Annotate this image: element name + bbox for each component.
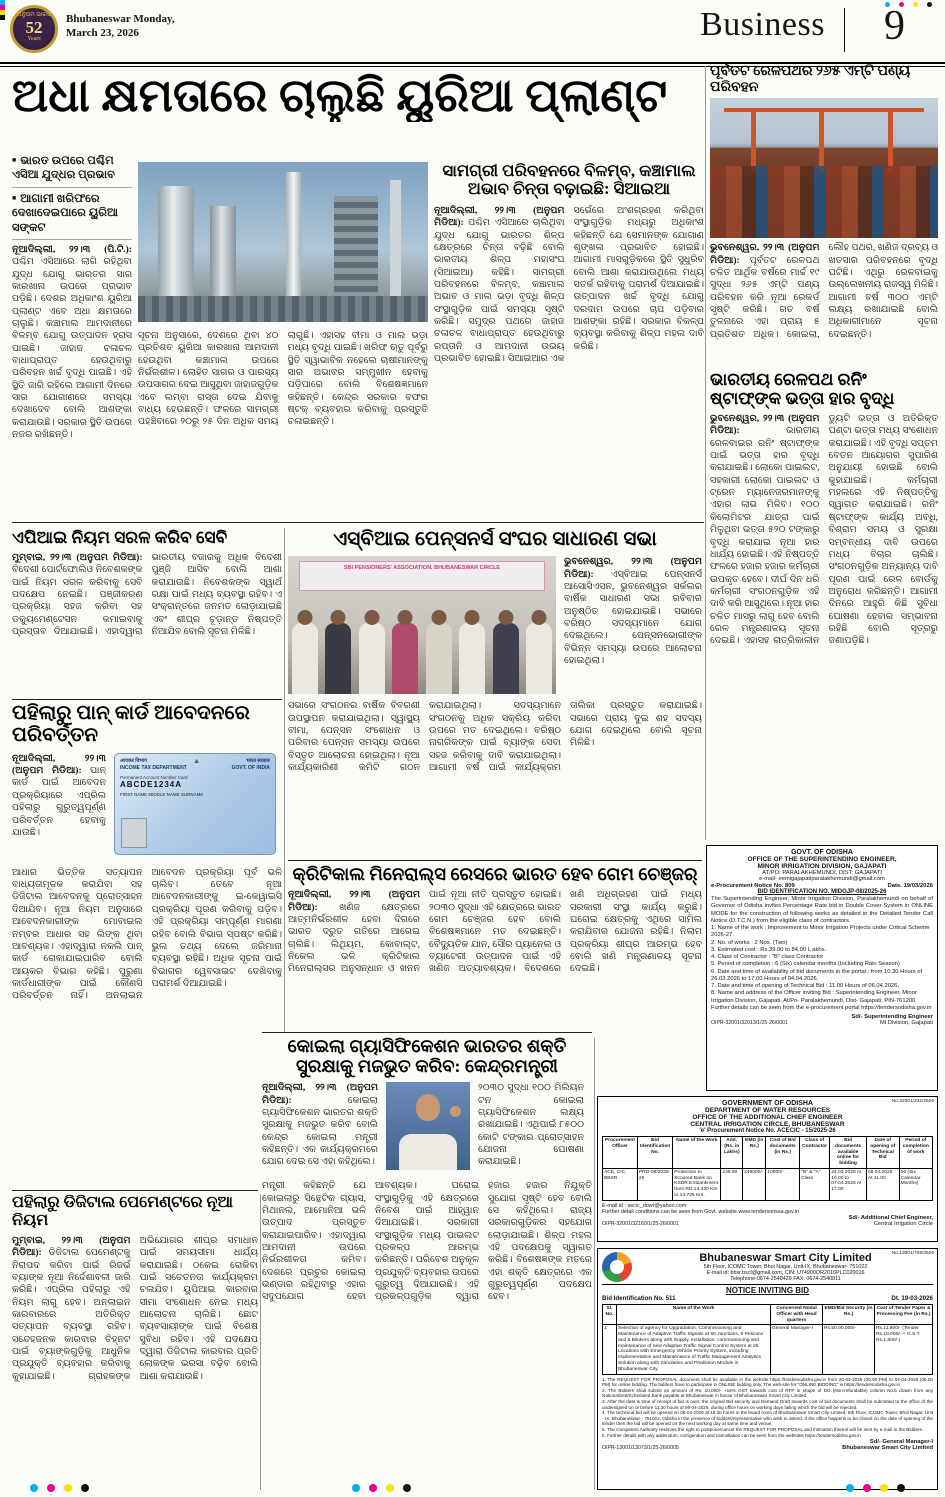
notice-gajapati-date: Date. 19/03/2026 — [887, 883, 933, 890]
sbi-banner: SBI PENSIONERS' ASSOCIATION, BHUBANESWAR CIRCLE — [299, 561, 546, 591]
notice-gajapati-item: 7. Date and time of opening of Technical Bid : 11.00 Hours of 06.04.2026. — [711, 983, 899, 990]
minerals-body — [288, 889, 702, 1019]
notice-gajapati-sd2: MI Division, Gajapati — [879, 1019, 933, 1026]
cell: Rs.50,00,000/- — [823, 1325, 875, 1374]
notice-gajapati-sd1: Sd/- Superintending Engineer — [851, 1013, 933, 1020]
notice-water-further: Further detail conditions can be seen from Govt. website www.tendersorissa.gov.in — [602, 1208, 800, 1215]
col-header: Bid documents available online for bidding — [830, 1137, 867, 1169]
plant-tower-shape — [210, 206, 236, 304]
pan-card-photo-box — [121, 818, 147, 848]
notice-smartcity-signature — [842, 1439, 933, 1451]
notice-smartcity-bid-no: Bid Identification No. 511 — [602, 1295, 676, 1302]
containers-shape — [710, 166, 938, 239]
dateline-date: March 23, 2026 — [66, 26, 139, 39]
sbi-meeting-photo — [288, 556, 556, 694]
lead-body-left-text: ପଶ୍ଚିମ ଏସିଆରେ ଲାଗି ରହିଥିବା ଯୁଦ୍ଧ ଯୋଗୁ ଭାରତର ସାର କାରଖାନା ଉପରେ ପ୍ରଭାବ ପଡ଼ିଛି। ଦେଶର ଅଧିକାଂଶ ୟୁରିଆ ପ୍ଲାଣ୍ଟ ଏବେ ଅଧା କ୍ଷମତାରେ ଚାଲୁଛି। କଞ୍ଚାମାଲ ଆମଦାନୀରେ ବିଳମ୍ବ ଯୋଗୁ ଉତ୍ପାଦନ ହ୍ରାସ ପାଇଛି। ଜାହାଜ ଚଳାଚଳ ବାଧାପ୍ରାପ୍ତ ହେଉଥିବାରୁ ପରିବହନ ଖର୍ଚ୍ଚ ବୃଦ୍ଧି ପାଇଛି। ଏହି ସ୍ଥିତି ଜାରି ରହିଲେ ଆଗାମୀ ଦିନରେ ସାର ଯୋଗାଣରେ ସମସ୍ୟା ଦେଖାଦେବ ବୋଲି ଆଶଙ୍କା କରାଯାଉଛି। ସରକାର ସ୍ଥିତି ଉପରେ ନଜର ରଖିଛନ୍ତି। — [12, 257, 132, 441]
notice-smartcity-addr1: 5th Floor, ICOMC Tower, Bhoi Nagar, Unit-IX, Bhubaneswar- 751022 — [703, 1264, 868, 1270]
notice-smartcity-addr2: E-mail id: bbsr.bscl@gmail.com, CIN: U74900OR2016PLC020016 — [706, 1270, 865, 1276]
crane-shape — [751, 108, 756, 172]
person-shape — [426, 623, 452, 694]
reg-black — [897, 1484, 905, 1492]
notice-gajapati-item: 6. Date and time of availability of bid documents in the portal : from 10.30 Hours of 26.03.2026 to 17.00 Hours of 04.04.2026. — [711, 968, 923, 982]
rule-vertical-mid-lower — [260, 1194, 261, 1490]
col-header: Bid Identification No. — [637, 1137, 672, 1169]
sbi-byline: ଭୁବନେଶ୍ୱର, ୨୨।୩ (ଅନୁପମ ମିଡିଆ): — [564, 557, 702, 580]
port-byline: ଭୁବନେଶ୍ୱର, ୨୨।୩ (ଅନୁପମ ମିଡିଆ): — [710, 243, 820, 266]
cell: Selection of agency for Upgradation, Commissioning and Maintenance of Adaptive Traffic Signals at 50 Junctions, 6 Pelicans and 5 Blinkers along with Supply, Installation, commissioning and maintenance of new Adaptive Traffic Signal Control System at 25 Locations with Emergency Vehicle Priority System, including Implementation and Maintenance of Traffic Management Analytics Solution along with Simulation and Prediction Module in Bhubaneswar City. — [617, 1325, 771, 1374]
railway-headline: ଭାରତୀୟ ରେଳପଥ ରନିଂ ଷ୍ଟାଫ୍ଙ୍କ ଭତ୍ତା ହାର ବୃଦ୍ଧି — [710, 370, 895, 409]
notice-water-signature — [849, 1215, 934, 1227]
notice-smartcity-titleblock — [638, 1252, 933, 1282]
notice-smartcity-oipr: OIPR-13001/13073/1/25-26/0005 — [602, 1445, 679, 1452]
reg-magenta — [369, 1484, 377, 1492]
digital-body — [12, 1235, 258, 1488]
cell: Protection to Scoured Bank on KSDR Embankment from RD.13.430 Km to 13.725 Km. — [673, 1168, 721, 1200]
port-story — [710, 64, 938, 366]
notice-smartcity-table — [602, 1304, 933, 1375]
coal-body-side1-text: କୋଇଲା ଗ୍ୟାସିଫିକେଶନ ଭାରତର ଶକ୍ତି ସୁରକ୍ଷାକୁ ମଜଭୁତ କରିବ ବୋଲି କେନ୍ଦ୍ର କୋଇଲା ମନ୍ତ୍ରୀ କହିଛନ୍ତି। ଏକ କାର୍ଯ୍ୟକ୍ରମରେ ଯୋଗ ଦେଇ ସେ ଏହା କହିଥିଲେ। — [262, 1095, 378, 1168]
sbi-body-below: ସଭାରେ ସଂଗଠନର ବାର୍ଷିକ ବିବରଣୀ ଉପସ୍ଥାପନ କରାଯାଇଥିଲା। ସ୍ୱାସ୍ଥ୍ୟ ବୀମା, ପେନ୍ସନ ସଂଶୋଧନ ଓ ପରିବାର ପେନ୍ସନ ସମସ୍ୟା ଉପରେ ବିସ୍ତୃତ ଆଲୋଚନା ହୋଇଥିଲା। ନୂଆ କାର୍ଯ୍ୟକାରିଣୀ କମିଟି ଗଠନ କରାଯାଇଥିଲା। ସଦସ୍ୟମାନେ ସଂଗଠନକୁ ଅଧିକ ସକ୍ରିୟ କରିବା ଉପରେ ମତ ଦେଇଥିଲେ। ବରିଷ୍ଠ ନାଗରିକଙ୍କ ପାଇଁ ବ୍ୟାଙ୍କ ସେବା ସହଜ କରିବାକୁ ଦାବି କରାଯାଇଥିଲା। ଆଗାମୀ ବର୍ଷ ପାଇଁ କାର୍ଯ୍ୟକ୍ରମ ତାଲିକା ପ୍ରସ୍ତୁତ କରାଯାଇଛି। ସଭାରେ ପ୍ରାୟ ଦୁଇ ଶହ ସଦସ୍ୟ ଯୋଗ ଦେଇଥିଲେ ବୋଲି ସୂଚନା ମିଳିଛି। — [288, 701, 702, 774]
registration-dots-bottom-left — [30, 1484, 89, 1492]
col-header: EMD (in Rs.) — [743, 1137, 766, 1169]
plant-scaffold-shape — [334, 196, 378, 304]
port-headline: ପୂର୍ବତଟ ରେଳପଥର ୨୬୫ ଏମ୍ଟି ପଣ୍ୟ ପରିବହନ — [710, 64, 911, 95]
plant-chimney-shape — [390, 180, 401, 304]
condition-item: 6. Further details with any addendum, corrigendum and cancellation can be seen from the websites https://tendersodisha.gov.in — [602, 1432, 861, 1438]
cell: General Manager-I — [771, 1325, 823, 1374]
pan-card-name-line: FIRST NAME MIDDLE NAME SURNAME — [120, 791, 204, 797]
cell: Rs.11,800/- (Tender Rs.10,000/- + G.S.T. Rs.1,800/-) — [875, 1325, 933, 1374]
notice-gajapati-item: 4. Class of Contractor : "B" class Contractor — [711, 954, 824, 961]
coal-body-side1 — [262, 1082, 378, 1174]
sbi-body-side-text: ଏସ୍‌ବିଆଇ ପେନ୍ସନର୍ସ ଆସୋସିଏସନ, ଭୁବନେଶ୍ୱର ସର୍କଲର ବାର୍ଷିକ ସାଧାରଣ ସଭା ରବିବାର ଅନୁଷ୍ଠିତ ହୋଇଯାଇଛି। ସଭାରେ ବରିଷ୍ଠ ସଦସ୍ୟମାନେ ଯୋଗ ଦେଇଥିଲେ। ପେନ୍ସନଭୋଗୀଙ୍କ ବିଭିନ୍ନ ସମସ୍ୟା ଉପରେ ଆଲୋଚନା ହୋଇଥିଲା। — [564, 569, 702, 667]
plant-chimney-shape — [286, 172, 301, 304]
reg-cyan — [352, 1484, 360, 1492]
lead-bullet-1: ■ ଭାରତ ଉପରେ ପଶ୍ଚିମ ଏସିଆ ଯୁଦ୍ଧର ପ୍ରଭାବ — [12, 150, 132, 188]
condition-item: 2. The Bidders shall submit an amount of Rs. 10,000/- +18% GST towards cost of RFP in shape of DD (Non-refundable) column No.5 drawn from any Nationalized/Scheduled Bank payable at Bhubaneswar in favour of Bhubaneswar Smart City Limited. — [602, 1387, 933, 1399]
digital-body-text: ଡିଜିଟାଲ ପେମେଣ୍ଟକୁ ନିରାପଦ କରିବା ପାଇଁ ରିଜର୍ଭ ବ୍ୟାଙ୍କ ନୂଆ ନିର୍ଦ୍ଦେଶାବଳୀ ଜାରି କରିଛି। ଏପ୍ରିଲ ପହିଲାରୁ ଏହି ନିୟମ ଲାଗୁ ହେବ। ଅନଲାଇନ କାରବାରରେ ଅତିରିକ୍ତ ସତ୍ୟାପନ ବ୍ୟବସ୍ଥା ରହିବ। ସନ୍ଦେହଜନକ କାରବାର ଚିହ୍ନଟ ପାଇଁ ବ୍ୟାଙ୍କଗୁଡ଼ିକୁ ଆଧୁନିକ ପ୍ରଯୁକ୍ତି ବ୍ୟବହାର କରିବାକୁ କୁହାଯାଇଛି। ଗ୍ରାହକଙ୍କ ଅଭିଯୋଗର ଶୀଘ୍ର ସମାଧାନ ପାଇଁ ସମୟସୀମା ଧାର୍ଯ୍ୟ କରାଯାଇଛି। ଠକେଇ ରୋକିବା ପାଇଁ ସଚେତନତା କାର୍ଯ୍ୟକ୍ରମ ଚଳାଯିବ। ୟୁପିଆଇ କାରବାର ସୀମା ସଂଶୋଧନ ନେଇ ମଧ୍ୟ ଆଲୋଚନା ଚାଲିଛି। ଛୋଟ ବ୍ୟବସାୟୀଙ୍କ ପାଇଁ ବିଶେଷ ସୁବିଧା ରହିବ। ଏହି ପଦକ୍ଷେପ ଦ୍ୱାରା ଡିଜିଟାଲ କାରବାର ପ୍ରତି ଲୋକଙ୍କ ଭରସା ବଢ଼ିବ ବୋଲି ଆଶା କରାଯାଉଛି। — [12, 1235, 258, 1382]
minister-body-shape — [399, 1134, 457, 1170]
sbi-headline: ଏସ୍‌ବିଆଇ ପେନ୍ସନର୍ସ ସଂଘର ସାଧାରଣ ସଭା — [333, 528, 657, 550]
person-shape — [292, 623, 318, 694]
reg-black — [403, 1484, 411, 1492]
col-header: Concerned Nodal Officer with Head quarters — [771, 1305, 823, 1325]
crane-shape — [819, 108, 824, 172]
notice-smartcity-nib: NOTICE INVITING BID — [725, 1286, 810, 1295]
cell: 248.90 — [721, 1168, 743, 1200]
notice-smartcity-sd2: Bhubaneswar Smart City Limited — [842, 1445, 933, 1452]
notice-smartcity — [597, 1248, 938, 1490]
notice-smartcity-ref: No.13001/709/2526 — [891, 1251, 934, 1256]
cell: 24.03.2026 At 10.00 to 07.04.2026 At 17.00 — [830, 1168, 867, 1200]
plant-tower-shape — [158, 186, 194, 304]
smart-city-logo-icon — [602, 1252, 632, 1282]
col-header: Date of opening of Technical Bid — [866, 1137, 899, 1169]
port-body-text: ପୂର୍ବତଟ ରେଳପଥ ଚଳିତ ଆର୍ଥିକ ବର୍ଷରେ ମାର୍ଚ୍ଚ ୧୯ ସୁଦ୍ଧା ୨୬୫ ଏମ୍ଟି ପଣ୍ୟ ପରିବହନ କରି ନୂଆ ରେକର୍ଡ ସୃଷ୍ଟି କରିଛି। ଗତ ବର୍ଷ ତୁଳନାରେ ଏହା ପ୍ରାୟ ୫ ପ୍ରତିଶତ ଅଧିକ। କୋଇଲା, ଲୌହ ପଥର, ଖଣିଜ ଦ୍ରବ୍ୟ ଓ ଖତସାର ପରିବହନରେ ବୃଦ୍ଧି ଘଟିଛି। ଏଥିରୁ ରେଳବାଇକୁ ଉଲ୍ଲେଖନୀୟ ରାଜସ୍ୱ ମିଳିଛି। ଆଗାମୀ ବର୍ଷ ୩୦୦ ଏମ୍ଟି ଲକ୍ଷ୍ୟ ରଖାଯାଇଛି ବୋଲି ଅଧିକାରୀମାନେ ସୂଚନା ଦେଇଛନ୍ତି। — [710, 243, 938, 340]
table-row — [603, 1168, 933, 1200]
notice-smartcity-title: Bhubaneswar Smart City Limited — [699, 1252, 872, 1264]
col-header: Period of completion of work — [899, 1137, 932, 1169]
cell: PRD-08/2025-26 — [637, 1168, 672, 1200]
reg-yellow — [386, 1484, 394, 1492]
person-shape — [359, 623, 385, 694]
notice-water-title1: GOVERNMENT OF ODISHA — [721, 1100, 813, 1107]
port-photo — [710, 98, 938, 238]
cell: 06 (Six Calendar Months) — [899, 1168, 932, 1200]
notice-water-footer — [602, 1215, 933, 1227]
pan-body-side-text: ପାନ୍ କାର୍ଡ ପାଇଁ ଆବେଦନ ପ୍ରକ୍ରିୟାରେ ଏପ୍ରିଲ ପହିଲାରୁ ଗୁରୁତ୍ୱପୂର୍ଣ୍ଣ ପରିବର୍ତ୍ତନ ହେବାକୁ ଯାଉଛି। — [12, 766, 106, 838]
crane-shape — [888, 108, 893, 172]
newspaper-logo — [10, 5, 58, 53]
notice-gajapati-title3: MINOR IRRIGATION DIVISION, GAJAPATI — [757, 863, 887, 870]
notice-smartcity-conditions — [602, 1377, 933, 1439]
notice-gajapati-intro: The Superintending Engineer, Minor Irrigation Division, Paralakhemundi on behalf of Governor of Odisha invites Percentage Rate bid in Double Cover System in ONLINE MODE for the construction of following works as detailed in the Detailed Tender Call Notice (D.T.C.N.) from the eligible class of contractors. — [711, 896, 933, 924]
pan-card-dept-hindi: आयकर विभाग — [120, 757, 147, 764]
lead-bullet-2: ■ ଆଗାମୀ ଖରିଫରେ ଦେଖାଦେଇପାରେ ୟୁରିଆ ସଙ୍କଟ — [12, 188, 132, 240]
notice-water-table — [602, 1136, 933, 1201]
port-body — [710, 242, 938, 366]
notice-water-email: E-mail id : secic_dowr@yahoo.com — [602, 1202, 687, 1209]
lead-left-rail — [12, 150, 132, 520]
logo-name: ଅନୁପମ ଭାରତ — [16, 12, 52, 18]
pan-card-header — [120, 758, 270, 765]
notice-gajapati-bid-id: BID IDENTIFICATION NO. MIDGJP-08/2025-26 — [757, 889, 887, 896]
reg-yellow — [64, 1484, 72, 1492]
notice-smartcity-bidrow — [602, 1295, 933, 1302]
notice-water-title2: DEPARTMENT OF WATER RESOURCES — [704, 1107, 831, 1114]
rule-vertical-notices — [594, 1038, 595, 1490]
notice-water-sd2: Central Irrigation Circle — [873, 1220, 933, 1227]
sebi-body-text: ବିଦେଶୀ ପୋର୍ଟଫୋଲିଓ ନିବେଶକଙ୍କ ପାଇଁ ନିୟମ ସରଳ କରିବାକୁ ସେବି ପଦକ୍ଷେପ ନେଇଛି। ପଞ୍ଜୀକରଣ ପ୍ରକ୍ରିୟା ସହଜ କରିବା ସହ ଡକ୍ୟୁମେଣ୍ଟେସନ କମାଇବାକୁ ପ୍ରସ୍ତାବ ଦିଆଯାଇଛି। ଏହାଦ୍ୱାରା ଭାରତୀୟ ବଜାରକୁ ଅଧିକ ବିଦେଶୀ ପୁଞ୍ଜି ଆସିବ ବୋଲି ଆଶା କରାଯାଉଛି। ନିବେଶକଙ୍କ ସ୍ୱାର୍ଥ ରକ୍ଷା ପାଇଁ ମଧ୍ୟ ବ୍ୟବସ୍ଥା ରହିବ। ଏ ସଂକ୍ରାନ୍ତରେ ଜନମତ ଲୋଡ଼ାଯାଇଛି ଏବଂ ଶୀଘ୍ର ଚୂଡ଼ାନ୍ତ ନିଷ୍ପତ୍ତି ନିଆଯିବ ବୋଲି ସୂଚନା ମିଳିଛି। — [12, 553, 282, 638]
notice-gajapati-email: e-mail- eemigajapatiparalakhemundi@gmail.com — [759, 876, 885, 882]
notice-gajapati-further: Further details can be seen from the e-procurement portal https://tendersodisha.gov.in — [711, 1004, 932, 1011]
rule-left-2 — [12, 1190, 258, 1191]
pan-byline: ନୂଆଦିଲ୍ଲୀ, ୨୨।୩ (ଅନୁପମ ମିଡିଆ): — [12, 753, 106, 777]
minister-head-shape — [416, 1094, 440, 1121]
col-header: Procurement Officer — [603, 1137, 638, 1169]
railway-body — [710, 413, 938, 833]
notice-gajapati-item: 5. Period of completion : 6 (Six) calendar months (Including Rain Season) — [711, 961, 900, 968]
cell: 10000/- — [766, 1168, 800, 1200]
minerals-body-text: ଖଣିଜ କ୍ଷେତ୍ରରେ ଆତ୍ମନିର୍ଭରଶୀଳ ହେବା ଦିଗରେ ଭାରତ ଦ୍ରୁତ ଗତିରେ ଆଗେଇ ଚାଲିଛି। ଲିଥିୟମ, କୋବାଲ୍ଟ, ନିକେଲ ଭଳି କ୍ରିଟିକାଲ ମିନେରାଲ୍ସର ଅନୁସନ୍ଧାନ ଓ ଖନନ ପାଇଁ ନୂଆ ନୀତି ପ୍ରସ୍ତୁତ ହୋଇଛି। ୨୦୩୦ ସୁଦ୍ଧା ଏହି କ୍ଷେତ୍ରରେ ଭାରତ ଗେମ ଚେଞ୍ଜର ହେବ ବୋଲି ବିଶେଷଜ୍ଞମାନେ ମତ ଦେଇଛନ୍ତି। ବୈଦ୍ୟୁତିକ ଯାନ, ସୌର ପ୍ୟାନେଲ ଓ ବ୍ୟାଟେରୀ ଉତ୍ପାଦନ ପାଇଁ ଏହି ଖଣିଜ ଅତ୍ୟାବଶ୍ୟକ। ବିଦେଶରେ ଖଣି ଅଧିଗ୍ରହଣ ପାଇଁ ମଧ୍ୟ ସରକାରୀ ସଂସ୍ଥା କାର୍ଯ୍ୟ କରୁଛି। ଘରୋଇ କ୍ଷେତ୍ରକୁ ଏଥିରେ ସାମିଲ କରାଯିବାର ଯୋଜନା ରହିଛି। ନିଲାମ ପ୍ରକ୍ରିୟା ଶୀଘ୍ର ଆରମ୍ଭ ହେବ ବୋଲି ଖଣି ମନ୍ତ୍ରଣାଳୟ ସୂଚନା ଦେଇଛି। — [288, 890, 702, 975]
notice-water-notice-no: 'e' Procurement Notice No. ACECIC - 15/2025-26 — [699, 1128, 836, 1134]
notice-smartcity-footer — [602, 1439, 933, 1451]
reg-cyan — [846, 1484, 854, 1492]
lead-body-left — [12, 244, 132, 442]
notice-smartcity-date: Dt. 19-03-2026 — [891, 1295, 933, 1302]
notice-water-title4: CENTRAL IRRIGATION CIRCLE, BHUBANESWAR — [690, 1121, 845, 1128]
person-shape — [526, 623, 552, 694]
cii-body — [434, 205, 704, 505]
pan-card-row — [12, 753, 282, 861]
notice-water-header-row — [603, 1137, 933, 1169]
sbi-body-side — [564, 556, 702, 694]
notice-gajapati-footer — [711, 1014, 933, 1026]
rule-left-1 — [12, 699, 282, 700]
col-header: Name of the Work — [617, 1305, 771, 1325]
notice-gajapati-title1: GOVT. OF ODISHA — [791, 849, 853, 856]
notice-water-sd1: Sd/- Additional Chief Engineer, — [848, 1214, 933, 1221]
digital-headline: ପହିଲାରୁ ଡିଜିଟାଲ ପେମେଣ୍ଟରେ ନୂଆ ନିୟମ — [12, 1194, 234, 1229]
minister-photo — [386, 1082, 470, 1170]
section-title: Business — [700, 6, 825, 43]
sebi-story — [12, 528, 282, 696]
lead-body-below-photo: ସୂଚନା ଅନୁସାରେ, ଦେଶରେ ଥିବା ୪୦ ପ୍ରତିଶତ ୟୁରିଆ କାରଖାନା ଆମଦାନୀ ହେଉଥିବା କଞ୍ଚାମାଲ ଉପରେ ନିର୍ଭରଶୀଳ। ଲୋହିତ ସାଗର ଓ ପାରସ୍ୟ ଉପସାଗର ଦେଇ ଆସୁଥିବା ଜାହାଜଗୁଡ଼ିକ ଏବେ ଲମ୍ବା ରାସ୍ତା ଦେଇ ଯିବାକୁ ବାଧ୍ୟ ହେଉଛନ୍ତି। ଫଳରେ ସାମଗ୍ରୀ ପହଞ୍ଚିବାରେ ୨୦ରୁ ୨୫ ଦିନ ଅଧିକ ସମୟ ଲାଗୁଛି। ଏହାସହ ବୀମା ଓ ମାଲ ଭଡ଼ା ମଧ୍ୟ ବୃଦ୍ଧି ପାଇଛି। ଖରିଫ ଋତୁ ପୂର୍ବରୁ ସ୍ଥିତି ସ୍ୱାଭାବିକ ନହେଲେ ଚାଷୀମାନଙ୍କୁ ସାର ଅଭାବର ସମ୍ମୁଖୀନ ହେବାକୁ ପଡ଼ିପାରେ ବୋଲି ବିଶେଷଜ୍ଞମାନେ କହିଛନ୍ତି। କେନ୍ଦ୍ର ସରକାର ବଫର ଷ୍ଟକ୍ ବ୍ୟବହାର କରିବାକୁ ପ୍ରସ୍ତୁତି ଚଳାଇଛନ୍ତି। — [138, 331, 428, 428]
reg-black — [81, 1484, 89, 1492]
notice-smartcity-addr3: Telephone-0674-2548429 FAX: 0674-2540811 — [730, 1276, 841, 1282]
railway-byline: ଭୁବନେଶ୍ୱର, ୨୨।୩ (ଅନୁପମ ମିଡିଆ): — [710, 414, 820, 437]
urea-plant-photo — [138, 162, 428, 322]
cell: 08.04.2026 At 11.00 — [866, 1168, 899, 1200]
notice-water-title3: OFFICE OF THE ADDITIONAL CHIEF ENGINEER — [692, 1114, 843, 1121]
coal-story — [262, 1036, 592, 1488]
notice-water-ref: No.32001/232/2526 — [891, 1099, 934, 1104]
cii-body-text: ପଶ୍ଚିମ ଏସିଆରେ ଚାଲିଥିବା ଯୁଦ୍ଧ ଯୋଗୁ ଭାରତର ଶିଳ୍ପ କ୍ଷେତ୍ରରେ ଚିନ୍ତା ବଢ଼ିଛି ବୋଲି ଭାରତୀୟ ଶିଳ୍ପ ମହାସଂଘ (ସିଆଇଆ) କହିଛି। ସାମଗ୍ରୀ ପରିବହନରେ ବିଳମ୍ବ, କଞ୍ଚାମାଲ ଅଭାବ ଓ ମାଲ ଭଡ଼ା ବୃଦ୍ଧି ଶିଳ୍ପ ସଂସ୍ଥାଗୁଡ଼ିକ ପାଇଁ ସମସ୍ୟା ସୃଷ୍ଟି କରିଛି। ସମୁଦ୍ର ପଥରେ ଜାହାଜ ଚଳାଚଳ ବାଧାପ୍ରାପ୍ତ ହେଉଥିବାରୁ ରପ୍ତାନି ଓ ଆମଦାନୀ ଉଭୟ ପ୍ରଭାବିତ ହୋଇଛି। ସିଆଇଆର ଏକ ସର୍ଭେରେ ଅଂଶଗ୍ରହଣ କରିଥିବା ସଂସ୍ଥାଗୁଡ଼ିକ ମଧ୍ୟରୁ ଅଧିକାଂଶ କହିଛନ୍ତି ଯେ ସେମାନଙ୍କ ଯୋଗାଣ ଶୃଙ୍ଖଳା ପ୍ରଭାବିତ ହୋଇଛି। ଆଗାମୀ ମାସଗୁଡ଼ିକରେ ସ୍ଥିତି ସୁଧୁରିବ ବୋଲି ଆଶା କରାଯାଉଥିଲେ ମଧ୍ୟ ସତର୍କ ରହିବାକୁ ପରାମର୍ଶ ଦିଆଯାଇଛି। ଉତ୍ପାଦନ ଖର୍ଚ୍ଚ ବୃଦ୍ଧି ଯୋଗୁ ଦରଦାମ ଉପରେ ଚାପ ପଡ଼ିବାର ଆଶଙ୍କା ରହିଛି। ସରକାର ବିକଳ୍ପ ବ୍ୟବସ୍ଥା କରିବାକୁ ଶିଳ୍ପ ମହଲ ଦାବି କରିଛି। — [434, 205, 704, 365]
notice-gajapati-item: 3. Estimated cost : Rs.39.00 to 84.00 L akhs. — [711, 946, 827, 953]
reg-cyan — [30, 1484, 38, 1492]
cell: 249000/- — [743, 1168, 766, 1200]
rule-under-lead — [12, 522, 704, 523]
pan-card-number: ABCDE1234A — [120, 779, 183, 789]
condition-item: 5. The Competent Authority reserves the right to postpone/cancel the REQUEST FOR PROPOSAL and intimation thereof will be sent by e-mail to the Bidders. — [602, 1426, 924, 1432]
masthead-divider — [844, 8, 846, 52]
notice-smartcity-sd1: Sd/- General Manager-I — [869, 1439, 933, 1446]
person-shape — [493, 623, 519, 694]
pan-card-header-en — [120, 765, 270, 771]
person-shape — [392, 623, 418, 694]
railway-story — [710, 370, 938, 840]
coal-photo-row — [262, 1082, 592, 1174]
col-header: Class of Contractor — [800, 1137, 830, 1169]
minerals-headline: କ୍ରିଟିକାଲ ମିନେରାଲ୍ସ ରେସରେ ଭାରତ ହେବ ଗେମ ଚେଞ୍ଜର୍ — [292, 864, 698, 884]
minister-hand-shape — [450, 1106, 461, 1117]
sbi-photo-row — [288, 556, 702, 694]
notice-gajapati-signature — [852, 1014, 933, 1026]
masthead — [0, 0, 945, 62]
page-number: 9 — [884, 3, 905, 49]
condition-item: 3. After the date & time of receipt of bid is over, the original Bid security and Demand Draft towards cost of bid documents shall be submitted to the office of the undersigned on or before 11.30 hours of 06-04-2026, during office hours on working days failing which the bid will be rejected. — [602, 1398, 933, 1410]
cii-story — [434, 162, 704, 520]
digital-story — [12, 1194, 258, 1488]
logo-years: 52 — [25, 18, 43, 37]
registration-dots-bottom-right — [846, 1484, 905, 1492]
pan-card-govt-hindi: भारत सरकार — [246, 757, 270, 764]
minerals-story — [288, 864, 702, 1030]
col-header: Amt. (Rs. in Lakhs) — [721, 1137, 743, 1169]
cii-subhead: ସାମଗ୍ରୀ ପରିବହନରେ ବିଳମ୍ବ, କଞ୍ଚାମାଲ ଅଭାବ ଚିନ୍ତା ବଢ଼ାଇଛି: ସିଆଇଆ — [442, 162, 696, 199]
notice-gajapati — [706, 845, 938, 1091]
person-shape — [325, 623, 351, 694]
notice-water-oipr: OIPR-32001/32160/1/25-26/0001 — [602, 1220, 679, 1227]
reg-yellow — [880, 1484, 888, 1492]
sbi-story — [288, 528, 702, 858]
lead-headline: ଅଧା କ୍ଷମତାରେ ଚାଲୁଛି ୟୁରିଆ ପ୍ଲାଣ୍ଟ — [12, 70, 668, 121]
sebi-body — [12, 552, 282, 690]
col-header: Sl. No. — [603, 1305, 617, 1325]
notice-gajapati-title2: OFFICE OF THE SUPERINTENDING ENGINEER, — [747, 856, 897, 863]
digital-byline: ମୁମ୍ବାଇ, ୨୨।୩ (ଅନୁପମ ମିଡିଆ): — [12, 1235, 131, 1259]
col-header: Cost of Bid documents (in Rs.) — [766, 1137, 800, 1169]
pan-story — [12, 702, 282, 1188]
cell: ACE, CIC, BBSR — [603, 1168, 638, 1200]
condition-item: 1. The REQUEST FOR PROPOSAL document shall be available in the website https://tendersodisha.gov.in from 20-03-2026 (05.00 PM) to 04-04-2026 (05.00 PM) for online bidding. The bidders have to participate in ONLINE bidding only. The web-site for "ONLINE BIDDING" is https://tendersodisha.gov.in — [602, 1376, 933, 1388]
cell: 1 — [603, 1325, 617, 1374]
notice-gajapati-oipr: OIPR-32001/32013/1/25-26/0001 — [711, 1019, 788, 1026]
pan-card-dept-english: INCOME TAX DEPARTMENT — [120, 764, 187, 771]
logo-years-label: Years — [27, 36, 41, 42]
dateline — [66, 13, 175, 41]
rule-mid-2 — [262, 1032, 592, 1033]
notice-gajapati-item: 2. No. of works : 2 Nos. (Two) — [711, 939, 788, 946]
india-emblem-icon: ▲ — [193, 757, 201, 765]
registration-dots-bottom-center — [352, 1484, 411, 1492]
coal-body-side2: ୨୦୩୦ ସୁଦ୍ଧା ୧୦୦ ମିଲିୟନ ଟନ କୋଇଲା ଗ୍ୟାସିଫିକେଶନ ଲକ୍ଷ୍ୟ ରଖାଯାଇଛି। ଏଥିପାଇଁ ୮୫୦୦ କୋଟି ଟଙ୍କାର ପ୍ରୋତ୍ସାହନ ଯୋଜନା ଘୋଷଣା କରାଯାଇଛି। — [478, 1083, 584, 1168]
pan-card-image — [114, 753, 276, 855]
notice-gajapati-item: 1. Name of the work : Improvement to Minor Irrigation Projects under Critical Scheme 2026-27. — [711, 925, 930, 939]
sebi-headline: ଏପିଆଇ ନିୟମ ସରଳ କରିବ ସେବି — [12, 528, 228, 547]
minerals-byline: ନୂଆଦିଲ୍ଲୀ, ୨୨।୩ (ଅନୁପମ ମିଡିଆ): — [288, 890, 420, 913]
notice-water — [597, 1096, 938, 1242]
cii-byline: ନୂଆଦିଲ୍ଲୀ, ୨୨।୩ (ଅନୁପମ ମିଡିଆ): — [434, 205, 565, 229]
notice-smartcity-header-row — [603, 1305, 933, 1325]
cell: "B" & "A" Class — [800, 1168, 830, 1200]
coal-body-below: ମନ୍ତ୍ରୀ କହିଛନ୍ତି ଯେ କୋଇଲାରୁ ସିନ୍ଥେଟିକ ଗ୍ୟାସ, ମିଥାନଲ, ଆମୋନିଆ ଭଳି ଉତ୍ପାଦ ପ୍ରସ୍ତୁତ କରାଯାଇପାରିବ। ଏହାଦ୍ୱାରା ଆମଦାନୀ ଉପରେ ନିର୍ଭରଶୀଳତା କମିବ। ଦେଶରେ ପ୍ରଚୁର କୋଇଲା ଭଣ୍ଡାର ରହିଥିବାରୁ ଏହାର ସଦୁପଯୋଗ ହେବା ଆବଶ୍ୟକ। ଘରୋଇ ସଂସ୍ଥାଗୁଡ଼ିକୁ ଏହି କ୍ଷେତ୍ରରେ ନିବେଶ ପାଇଁ ଆହ୍ୱାନ ଦିଆଯାଇଛି। ସରକାରୀ ସଂସ୍ଥାଗୁଡ଼ିକ ମଧ୍ୟ ପାଇଲଟ ପ୍ରକଳ୍ପ ଆରମ୍ଭ କରିଛନ୍ତି। ପରିବେଶ ଅନୁକୂଳ ପ୍ରଯୁକ୍ତି ବ୍ୟବହାର ଉପରେ ଗୁରୁତ୍ୱ ଦିଆଯାଉଛି। ଏହି ପ୍ରକଳ୍ପଗୁଡ଼ିକ ଦ୍ୱାରା ହଜାର ହଜାର ନିଯୁକ୍ତି ସୁଯୋଗ ସୃଷ୍ଟି ହେବ ବୋଲି ସେ କହିଥିଲେ। ରାଜ୍ୟ ସରକାରଗୁଡ଼ିକର ସହଯୋଗ ଲୋଡ଼ାଯାଇଛି। ଶିଳ୍ପ ମହଲ ଏହି ପଦକ୍ଷେପକୁ ସ୍ୱାଗତ କରିଛି। ବିଶେଷଜ୍ଞଙ୍କ ମତରେ ଏହା ଶକ୍ତି କ୍ଷେତ୍ରରେ ଏକ ଗୁରୁତ୍ୱପୂର୍ଣ୍ଣ ପଦକ୍ଷେପ ହେବ। — [262, 1181, 592, 1303]
coal-headline: କୋଇଲା ଗ୍ୟାସିଫିକେଶନ ଭାରତର ଶକ୍ତି ସୁରକ୍ଷାକୁ ମଜଭୁତ କରିବ: କେନ୍ଦ୍ରମନ୍ତ୍ରୀ — [287, 1036, 567, 1077]
col-header: Cost of Tender Paper & Processing Fee (in Rs.) — [875, 1305, 933, 1325]
reg-magenta — [863, 1484, 871, 1492]
dateline-city: Bhubaneswar Monday, — [66, 13, 175, 25]
pan-body-side — [12, 753, 106, 861]
notice-gajapati-notice-no: e-Procurement Notice No. 809 — [711, 883, 795, 890]
condition-item: 4. The technical bid will be opened on 06-04-2026 at 15:30 hours in the board room of Bhubaneswar Smart City Limited, 5th Floor, ICOMC Tower, Bhoi Nagar, Unit - IX, Bhubaneswar - 751022, Odisha in the presence of bidders/representative who wish to attend. If the office happens to be closed on the date of opening of the tender then the bid will be opened on the next working day at same time and venue. — [602, 1410, 933, 1427]
notice-gajapati-item: 8. Name and address of the Officer inviting Bid : Superintending Engineer, Minor Irrigation Division, Gajapati, At/Po- Paralakhemundi, Dist- Gajapati, PIN-761200 — [711, 990, 917, 1004]
lead-byline: ନୂଆଦିଲ୍ଲୀ, ୨୨।୩ (ପି.ଟି.): — [12, 244, 132, 255]
notice-smartcity-header — [602, 1252, 933, 1285]
notice-gajapati-title4: AT/PO: PARALAKHEMUNDI, DIST: GAJAPATI — [762, 870, 882, 876]
person-shape — [459, 623, 485, 694]
sbi-people-shapes — [288, 601, 556, 695]
rule-vertical-mid — [284, 528, 285, 1032]
col-header: Name of the Work — [673, 1137, 721, 1169]
rule-mid-1 — [288, 860, 702, 861]
table-row — [603, 1325, 933, 1374]
pan-card-govt-english: GOVT. OF INDIA — [231, 764, 270, 771]
sebi-byline: ମୁମ୍ବାଇ, ୨୨।୩ (ଅନୁପମ ମିଡିଆ): — [12, 553, 143, 564]
pan-card-number-label: Permanent Account Number Card — [120, 774, 188, 780]
plant-deck-shape — [138, 296, 428, 322]
pan-headline: ପହିଲାରୁ ପାନ୍ କାର୍ଡ ଆବେଦନରେ ପରିବର୍ତ୍ତନ — [12, 702, 250, 747]
col-header: EMD/Bid Security (in Rs.) — [823, 1305, 875, 1325]
railway-body-text: ଭାରତୀୟ ରେଳବାଇର ରନିଂ ଷ୍ଟାଫ୍ଙ୍କ ପାଇଁ ଭତ୍ତା ହାର ବୃଦ୍ଧି କରାଯାଇଛି। ଲୋକୋ ପାଇଲଟ, ସହକାରୀ ଲୋକୋ ପାଇଲଟ ଓ ଟ୍ରେନ ମ୍ୟାନେଜରମାନଙ୍କୁ ଏହାର ଲାଭ ମିଳିବ। ୧୦୦ କିଲୋମିଟର ଯାତ୍ରା ପାଇଁ ମିଳୁଥିବା ଭତ୍ତା ୫୨୦ ଟଙ୍କାରୁ ବୃଦ୍ଧି କରାଯାଇ ନୂଆ ହାର ଧାର୍ଯ୍ୟ ହୋଇଛି। ଏହି ନିଷ୍ପତ୍ତି ଫଳରେ ହଜାର ହଜାର କର୍ମଚାରୀ ଉପକୃତ ହେବେ। ଦୀର୍ଘ ଦିନ ଧରି କର୍ମଚାରୀ ସଂଗଠନଗୁଡ଼ିକ ଏହି ଦାବି କରି ଆସୁଥିଲେ। ନୂଆ ହାର ଚଳିତ ମାସରୁ ଲାଗୁ ହେବ ବୋଲି ରେଳ ମନ୍ତ୍ରଣାଳୟ ସୂଚନା ଦେଇଛି। ଏହାସହ ରାତ୍ରିକାଳୀନ ଡ୍ୟୁଟି ଭତ୍ତା ଓ ଅତିରିକ୍ତ ଘଣ୍ଟା ଭତ୍ତା ମଧ୍ୟ ସଂଶୋଧନ କରାଯାଇଛି। ଏହି ବୃଦ୍ଧି ସପ୍ତମ ବେତନ ଆୟୋଗର ସୁପାରିଶ ଅନୁଯାୟୀ ହୋଇଛି ବୋଲି କୁହାଯାଇଛି। କର୍ମଚାରୀ ମହଲରେ ଏହି ନିଷ୍ପତ୍ତିକୁ ସ୍ୱାଗତ କରାଯାଇଛି। ରନିଂ ଷ୍ଟାଫ୍ଙ୍କ କାର୍ଯ୍ୟ ଅବଧି, ବିଶ୍ରାମ ସମୟ ଓ ସୁରକ୍ଷା ସମ୍ବନ୍ଧୀୟ ଦାବି ଉପରେ ମଧ୍ୟ ବିଚାର ଚାଲିଛି। ସଂଗଠନଗୁଡ଼ିକ ଅନ୍ୟାନ୍ୟ ଦାବି ପୂରଣ ପାଇଁ ରେଳ ବୋର୍ଡକୁ ଅନୁରୋଧ କରିଛନ୍ତି। ଆଗାମୀ ଦିନରେ ଆହୁରି କିଛି ସୁବିଧା ଘୋଷଣା ହେବାର ସମ୍ଭାବନା ରହିଛି ବୋଲି ସୂତ୍ରରୁ ଜଣାପଡ଼ିଛି। — [710, 414, 938, 647]
reg-magenta — [47, 1484, 55, 1492]
pan-body-below: ଆଧାର ଭିତ୍ତିକ ସତ୍ୟାପନ ବାଧ୍ୟତାମୂଳକ କରାଯିବା ସହ ଡିଜିଟାଲ ଆବେଦନକୁ ପ୍ରୋତ୍ସାହନ ଦିଆଯିବ। ନୂଆ ନିୟମ ଅନୁସାରେ ଆବେଦନକାରୀଙ୍କ ମୋବାଇଲ ନମ୍ବର ଆଧାର ସହ ଲିଙ୍କ ଥିବା ଆବଶ୍ୟକ। ଏହାଦ୍ୱାରା ନକଲି ପାନ୍ କାର୍ଡ ରୋକାଯାଇପାରିବ ବୋଲି ଆୟକର ବିଭାଗ କହିଛି। ପୁରୁଣା କାର୍ଡଧାରୀଙ୍କ ପାଇଁ କୌଣସି ପରିବର୍ତ୍ତନ ନାହିଁ। ଅନଲାଇନ ଆବେଦନ ପ୍ରକ୍ରିୟା ପୂର୍ବ ଭଳି ଚାଲିବ। ତେବେ ନୂଆ ଆବେଦନକାରୀଙ୍କୁ ଇ-କେୱାଇସି ପ୍ରକ୍ରିୟା ପୂରଣ କରିବାକୁ ପଡ଼ିବ। ଏହି ପ୍ରକ୍ରିୟା ସମ୍ପୂର୍ଣ୍ଣ ମାଗଣା ରହିବ ବୋଲି ବିଭାଗ ସ୍ପଷ୍ଟ କରିଛି। ଭୁଲ ତଥ୍ୟ ଦେଲେ ଜରିମାନା ବ୍ୟବସ୍ଥା ରହିଛି। ଅଧିକ ସୂଚନା ପାଇଁ ବିଭାଗର ୱେବସାଇଟ ଦେଖିବାକୁ ପରାମର୍ଶ ଦିଆଯାଇଛି। — [12, 867, 282, 1002]
coal-byline: ନୂଆଦିଲ୍ଲୀ, ୨୨।୩ (ଅନୁପମ ମିଡିଆ): — [262, 1083, 378, 1106]
rule-vertical-right — [705, 66, 706, 840]
